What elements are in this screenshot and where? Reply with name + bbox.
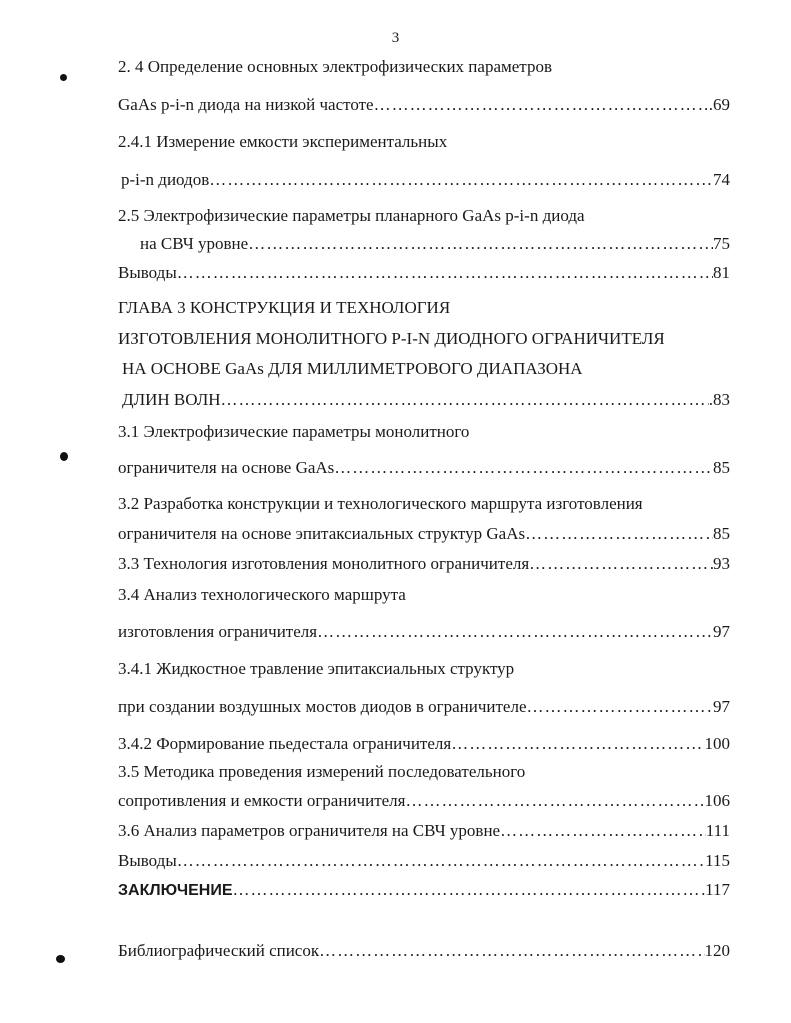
toc-text: 2.5 Электрофизические параметры планарного GaAs p-i-n диода xyxy=(118,206,585,225)
toc-page-number: .83 xyxy=(708,390,730,409)
toc-page-number: 120 xyxy=(704,941,730,960)
toc-text: ограничителя на основе GaAs xyxy=(118,458,335,477)
toc-entry xyxy=(118,820,730,842)
toc-text: 3.1 Электрофизические параметры монолитного xyxy=(118,422,470,441)
dot-leader xyxy=(405,790,704,812)
toc-heading xyxy=(118,584,730,606)
page-number: 3 xyxy=(391,30,400,46)
toc-page-number: 111 xyxy=(705,821,730,840)
toc-text: 3.5 Методика проведения измерений последовательного xyxy=(118,762,526,781)
toc-entry xyxy=(118,696,730,718)
chapter-heading xyxy=(122,358,730,380)
toc-page-number: 74 xyxy=(713,170,730,189)
toc-heading xyxy=(118,56,730,78)
toc-text: на СВЧ уровне xyxy=(140,234,249,253)
scan-speck xyxy=(60,452,68,461)
toc-text: 2.4.1 Измерение емкости экспериментальных xyxy=(118,132,448,151)
toc-page-number: 93 xyxy=(713,554,730,573)
dot-leader xyxy=(233,879,706,901)
dot-leader xyxy=(221,389,709,411)
toc-heading xyxy=(118,421,730,443)
dot-leader xyxy=(529,553,713,575)
toc-page-number: 85 xyxy=(713,524,730,543)
toc-heading xyxy=(118,131,730,153)
toc-entry xyxy=(118,523,730,545)
toc-text: 3.4 Анализ технологического маршрута xyxy=(118,585,406,604)
dot-leader xyxy=(319,940,704,962)
toc-page-number: 85 xyxy=(713,458,730,477)
toc-entry xyxy=(118,940,730,962)
dot-leader xyxy=(451,733,704,755)
toc-heading xyxy=(118,658,730,680)
toc-text: 3.3 Технология изготовления монолитного ограничителя xyxy=(118,554,530,573)
toc-text: p-i-n диодов xyxy=(121,170,210,189)
toc-text: Библиографический список xyxy=(118,941,320,960)
dot-leader xyxy=(500,820,706,842)
toc-text: ИЗГОТОВЛЕНИЯ МОНОЛИТНОГО P-I-N ДИОДНОГО ОГРАНИЧИТЕЛЯ xyxy=(118,329,665,348)
toc-text: 3.2 Разработка конструкции и технологического маршрута изготовления xyxy=(118,494,643,513)
toc-text: ЗАКЛЮЧЕНИЕ xyxy=(118,882,233,899)
dot-leader xyxy=(209,169,713,191)
toc-page-number: 115 xyxy=(705,851,730,870)
toc-text: НА ОСНОВЕ GaAs ДЛЯ МИЛЛИМЕТРОВОГО ДИАПАЗОНА xyxy=(122,359,583,378)
toc-entry xyxy=(118,94,730,116)
toc-entry xyxy=(122,389,730,411)
toc-text: 3.4.2 Формирование пьедестала ограничителя xyxy=(118,734,452,753)
toc-heading xyxy=(118,205,730,227)
toc-entry xyxy=(118,879,730,902)
toc-text: 3.6 Анализ параметров ограничителя на СВЧ уровне xyxy=(118,821,501,840)
toc-text: GaAs p-i-n диода на низкой частоте xyxy=(118,95,374,114)
toc-text: ограничителя на основе эпитаксиальных структур GaAs xyxy=(118,524,526,543)
toc-page-number: 97 xyxy=(713,697,730,716)
dot-leader xyxy=(248,233,713,255)
toc-page-number: .69 xyxy=(708,95,730,114)
toc-text: 2. 4 Определение основных электрофизических параметров xyxy=(118,57,552,76)
toc-text: ГЛАВА 3 КОНСТРУКЦИЯ И ТЕХНОЛОГИЯ xyxy=(118,298,451,317)
toc-text: сопротивления и емкости ограничителя xyxy=(118,791,406,810)
toc-text: ДЛИН ВОЛН xyxy=(122,390,221,409)
toc-entry xyxy=(118,553,730,575)
toc-page-number: 117 xyxy=(705,880,730,899)
toc-text: Выводы xyxy=(118,263,177,282)
toc-text: Выводы xyxy=(118,851,177,870)
toc-page-number: 97 xyxy=(713,622,730,641)
chapter-heading xyxy=(118,328,730,350)
toc-heading xyxy=(118,761,730,783)
toc-entry xyxy=(118,457,730,479)
toc-entry xyxy=(118,262,730,284)
dot-leader xyxy=(177,850,705,872)
toc-entry xyxy=(118,621,730,643)
dot-leader xyxy=(177,262,713,284)
toc-entry xyxy=(140,233,730,255)
toc-entry xyxy=(118,169,730,191)
dot-leader xyxy=(525,523,713,545)
dot-leader xyxy=(527,696,714,718)
toc-page-number: 81 xyxy=(713,263,730,282)
toc-text: изготовления ограничителя xyxy=(118,622,318,641)
toc-text: при создании воздушных мостов диодов в ограничителе xyxy=(118,697,527,716)
dot-leader xyxy=(317,621,713,643)
toc-entry xyxy=(118,733,730,755)
toc-page-number: 100 xyxy=(704,734,730,753)
scan-speck xyxy=(56,955,65,963)
toc-heading xyxy=(118,493,730,515)
dot-leader xyxy=(334,457,713,479)
toc-entry xyxy=(118,850,730,872)
toc-entry xyxy=(118,790,730,812)
scan-speck xyxy=(60,74,67,81)
dot-leader xyxy=(374,94,709,116)
toc-text: 3.4.1 Жидкостное травление эпитаксиальных структур xyxy=(118,659,515,678)
chapter-heading xyxy=(118,297,730,319)
toc-page-number: 75 xyxy=(713,234,730,253)
toc-page-number: 106 xyxy=(704,791,730,810)
